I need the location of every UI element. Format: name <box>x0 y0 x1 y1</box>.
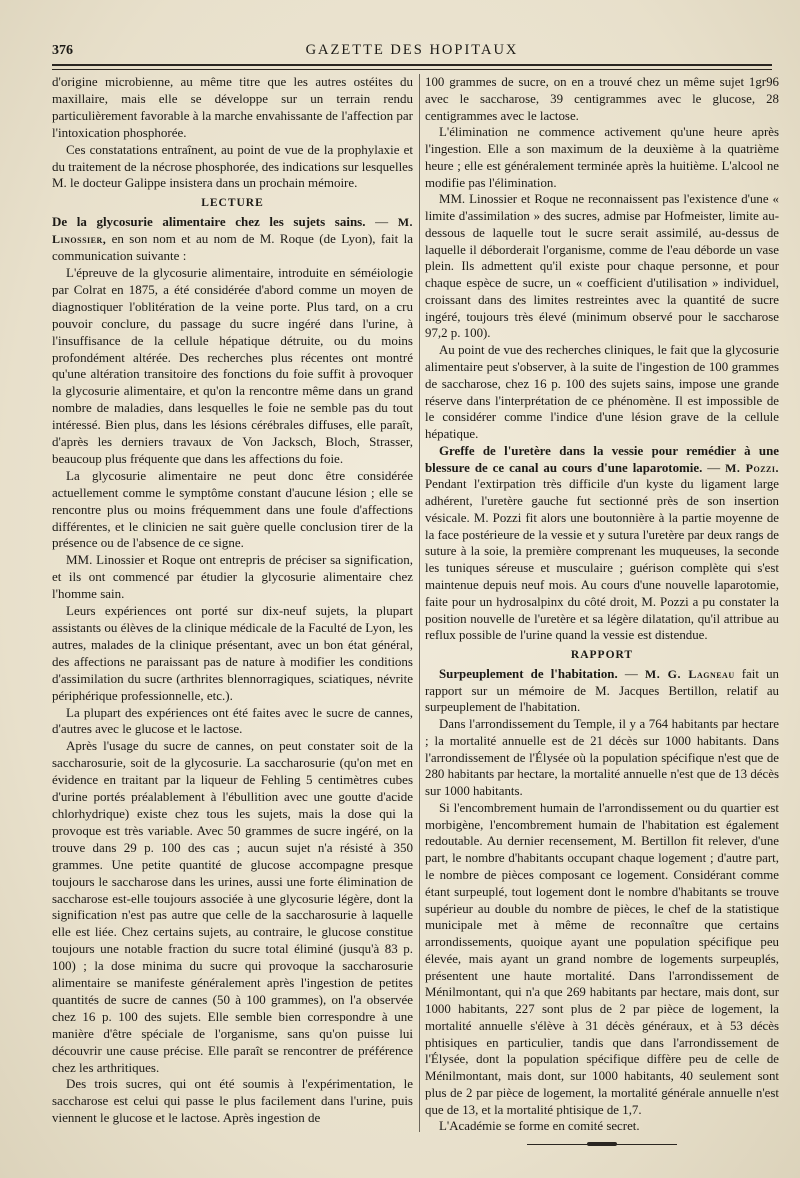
paragraph: Dans l'arrondissement du Temple, il y a 764 habitants par hectare ; la mortalité annuelle est de 21 décès sur 1000 habitants. Dans l'arrondissement de l'Élysée où la population spécifique n'est que de 280 habitants par hectare, la mortalité annuelle n'est que de 13 décès sur 1000 habitants. <box>425 717 779 799</box>
article-intro: en son nom et au nom de M. Roque (de Lyon), fait la communication suivante : <box>52 231 413 264</box>
paragraph: Si l'encombrement humain de l'arrondissement ou du quartier est morbigène, l'encombrement humain de l'habitation est également redoutable. Au dernier recensement, M. Bertillon fit relever, d'une part, le nombre d'habitants occupant chaque logement ; d'autre part, le nombre de pièces composant ce logement. Considérant comme étant surpeuplé, tout logement dont le nombre d'habitants se trouve supérieur au double du nombre de pièces, le chef de la statistique municipale met à même de reconnaître que certains arrondissements, quoique ayant une population spécifique peu élevée, mais ayant un grand nombre de logements surpeuplés, présentent une haute mortalité. Dans l'arrondissement de Ménilmontant, qui n'a que 269 habitants par hectare, mais dont, sur 1000 habitants, 227 sont plus de 2 par pièce de logement, la mortalité annuelle s'élève à 31 décès généraux, et à 53 décès phtisiques en particulier, tandis que dans l'arrondissement de l'Élysée, dont la population spécifique diffère peu de celle de Ménilmontant, mais dont, sur 1000 habitants, 40 seulement sont plus de 2 par pièce de logement, la mortalité générale annuelle n'est que de 13, et la mortalité phtisique de 1,7. <box>425 800 779 1117</box>
article-body: fait un rapport sur un mémoire de M. Jacques Bertillon, relatif au surpeuplement de l'habitation. <box>425 666 779 715</box>
article-title: De la glycosurie alimentaire chez les sujets sains. <box>52 214 366 230</box>
article-author: M. Pozzi. <box>725 460 779 475</box>
paragraph: Au point de vue des recherches cliniques, le fait que la glycosurie alimentaire peut s'observer, à la suite de l'ingestion de 100 grammes de saccharose, chez 16 p. 100 des sujets sains, impose une grande réserve dans l'interprétation de ce phénomène. Il est impossible de le considérer comme l'indice d'une lésion grave de la cellule hépatique. <box>425 343 779 442</box>
paragraph: La glycosurie alimentaire ne peut donc être considérée actuellement comme le symptôme constant d'aucune lésion ; elle se rencontre plus ou moins fréquemment dans une foule d'affections différentes, et le clinicien ne sait guère quelle conclusion tirer de la présence ou de l'absence de ce signe. <box>52 467 413 551</box>
paragraph: Leurs expériences ont porté sur dix-neuf sujets, la plupart assistants ou élèves de la clinique médicale de la Faculté de Lyon, les autres, malades de la clinique présentant, avec un bon état général, des affections ne paraissant pas de nature à modifier les conditions d'assimilation du sucre (arthrites blennorragiques, sciatiques, névrite périphérique professionnelle, etc.). <box>52 603 413 703</box>
page-number: 376 <box>52 43 73 58</box>
column-divider <box>419 74 420 1132</box>
paragraph: Ces constatations entraînent, au point de vue de la prophylaxie et du traitement de la nécrose phosphorée, des indications sur lesquelles M. le docteur Galippe insistera dans un prochain mémoire. <box>52 141 414 191</box>
paragraph: MM. Linossier et Roque ne reconnaissent pas l'existence d'une « limite d'assimilation » des sucres, admise par Hofmeister, limite au-dessous de laquelle tout le sucre serait assimilé, au-dessus de laquelle il déborderait l'organisme, comme de l'eau déborde un vase plein. Ils admettent qu'il existe pour chaque personne, et pour chaque espèce de sucre, un « coefficient d'utilisation » individuel, croissant dans des limites restreintes avec la quantité de sucre ingéré, toujours très élevé (minimum observé pour le saccharose 97,2 p. 100). <box>425 192 779 341</box>
paragraph: d'origine microbienne, au même titre que les autres ostéites du maxillaire, mais elle se développe sur un terrain rendu particulièrement favorable à la marche envahissante de l'affection par l'intoxication phosphorée. <box>52 74 413 140</box>
article-author: M. Linossier, <box>52 215 414 247</box>
article-body: Pendant l'extirpation très difficile d'un kyste du ligament large adhérent, l'uretère gauche fut sectionné près de son insertion vésicale. M. Pozzi fit alors une boutonnière à la partie moyenne de la face postérieure de la vessie et y sutura l'uretère par deux rangs de suture à la soie, la première comprenant les muqueuses, la seconde les tuniques séreuse et musculaire ; guérison complète qui s'est maintenue depuis neuf mois. Au cours d'une nouvelle laparotomie, faite pour un hydrosalpinx du côté droit, M. Pozzi a pu constater la position nouvelle de l'uretère et sa légère dilatation, qu'il attribue au reflux possible de l'urine quand la vessie est distendue. <box>425 477 779 643</box>
header-rule-thin <box>52 69 772 70</box>
right-column <box>425 74 779 1147</box>
page-header <box>52 40 772 62</box>
article-author: M. G. Lagneau <box>644 666 735 681</box>
paragraph: L'épreuve de la glycosurie alimentaire, introduite en séméiologie par Colrat en 1875, a été considérée d'abord comme un moyen de diagnostiquer l'oblitération de la veine porte. Plus tard, on a cru pouvoir conclure, du passage du sucre ingéré dans l'urine, à l'insuffisance de la cellule hépatique détruite, ou du moins profondément altérée. Des recherches plus récentes ont montré qu'une altération transitoire des fonctions du foie suffit à provoquer la glycosurie alimentaire, et qu'on la rencontre même dans un grand nombre de maladies, dans lesquelles le foie ne semble pas du tout intéressé. Bien plus, dans les lésions cérébrales diffuses, elle paraît, d'après les derniers travaux de Von Jacksch, Bloch, Strasser, beaucoup plus fréquente que dans les affections du foie. <box>52 264 413 466</box>
paragraph: L'Académie se forme en comité secret. <box>439 1119 640 1134</box>
article-heading: Surpeuplement de l'habitation. — M. G. Lagneau fait un rapport sur un mémoire de M. Jacques Bertillon, relatif au surpeuplement de l'habitation. <box>425 666 779 715</box>
article-heading: De la glycosurie alimentaire chez les sujets sains. — M. Linossier, en son nom et au nom de M. Roque (de Lyon), fait la communication suivante : <box>52 214 414 264</box>
paragraph: L'élimination ne commence activement qu'une heure après l'ingestion. Elle a son maximum de la deuxième à la quatrième heure ; elle est généralement terminée après la huitième. L'alcool ne modifie pas l'élimination. <box>425 125 779 190</box>
paragraph: MM. Linossier et Roque ont entrepris de préciser sa signification, et ils ont commencé par étudier la glycosurie alimentaire chez l'homme sain. <box>52 552 413 602</box>
paragraph: 100 grammes de sucre, on en a trouvé chez un même sujet 1gr96 avec le saccharose, 39 centigrammes avec le glucose, 28 centigrammes avec le lactose. <box>425 75 779 123</box>
end-rule <box>527 1141 677 1147</box>
paragraph: Après l'usage du sucre de cannes, on peut constater soit de la saccharosurie, soit de la glycosurie. La saccharosurie (qu'on met en évidence en traitant par la liqueur de Fehling 5 centimètres cubes d'urine portés préalablement à l'ébullition avec une goutte d'acide chlorhydrique) existe chez tous les sujets, mais la dose qui la provoque est très variable. Avec 50 grammes de sucre ingéré, on la trouve dans 29 p. 100 des cas ; aucun sujet n'a résisté à 350 grammes. Une petite quantité de glucose accompagne presque toujours le saccharose dans les urines, aussi une forte élimination de saccharose est-elle toujours associée à une glycosurie légère, dont la signification n'est pas autre que celle de la saccharosurie à laquelle elle est liée. Chez certains sujets, au contraire, le glucose constitue toujours une notable fraction du sucre total éliminé (jusqu'à 83 p. 100) ; la dose minima du sucre qui provoque la saccharosurie alimentaire se manifeste généralement après l'ingestion de petites quantités de sucre de cannes (50 à 100 grammes), on l'a observée chez 16 p. 100 des sujets. Elle semble bien correspondre à une manière d'être spéciale de l'organisme, sans qu'on puisse lui découvrir une cause précise. Elle paraît se rencontrer de préférence chez les arthritiques. <box>52 738 413 1075</box>
end-rule-ornament <box>587 1142 617 1146</box>
article-title: Surpeuplement de l'habitation. <box>439 666 618 681</box>
section-label-rapport: RAPPORT <box>570 649 634 662</box>
running-title: GAZETTE DES HOPITAUX <box>305 42 519 58</box>
header-rule <box>52 64 772 66</box>
paragraph: La plupart des expériences ont été faites avec le sucre de cannes, d'autres avec le glucose et le lactose. <box>52 704 413 737</box>
article-heading: Greffe de l'uretère dans la vessie pour remédier à une blessure de ce canal au cours d'une laparotomie. — M. Pozzi. Pendant l'extirpation très difficile d'un kyste du ligament large adhérent, l'uretère gauche fut sectionné près de son insertion vésicale. M. Pozzi fit alors une boutonnière à la partie moyenne de la face postérieure de la vessie et y sutura l'uretère par deux rangs de suture à la soie, la première comprenant les muqueuses, la seconde les tuniques séreuse et musculaire ; guérison complète qui s'est maintenue depuis neuf mois. Au cours d'une nouvelle laparotomie, faite pour un hydrosalpinx du côté droit, M. Pozzi a pu constater la position nouvelle de l'uretère et sa légère dilatation, qu'il attribue au reflux possible de l'urine quand la vessie est distendue. <box>425 443 779 643</box>
paragraph: Des trois sucres, qui ont été soumis à l'expérimentation, le saccharose est celui qui passe le plus facilement dans l'urine, puis viennent le glucose et le lactose. Après ingestion de <box>52 1076 413 1126</box>
article-title: Greffe de l'uretère dans la vessie pour remédier à une blessure de ce canal au cours d'une laparotomie. <box>425 443 779 475</box>
section-label-lecture: LECTURE <box>201 197 264 210</box>
left-column <box>52 74 413 1127</box>
